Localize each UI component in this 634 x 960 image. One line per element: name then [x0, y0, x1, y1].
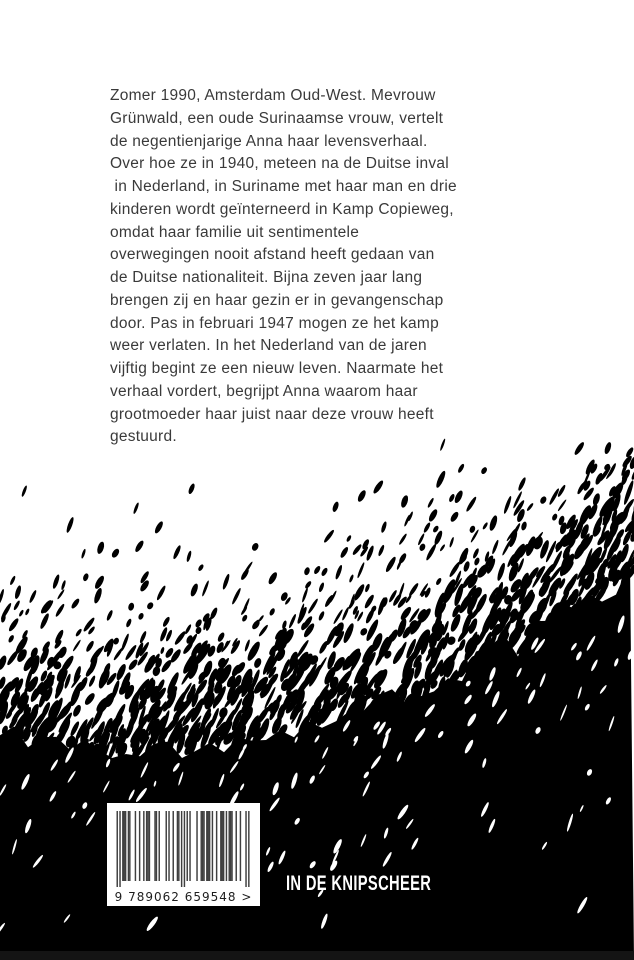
synopsis-line: vijftig begint ze een nieuw leven. Naarmate het [110, 360, 444, 377]
synopsis-line: kinderen wordt geïnterneerd in Kamp Copieweg, [110, 200, 454, 218]
synopsis-line: weer verlaten. In het Nederland van de jaren [110, 337, 427, 355]
synopsis-line: overwegingen nooit afstand heeft gedaan van [110, 246, 435, 264]
synopsis-line: de Duitse nationaliteit. Bijna zeven jaar lang [110, 269, 423, 286]
synopsis-line: Over hoe ze in 1940, meteen na de Duitse inval [110, 155, 449, 173]
synopsis-line: door. Pas in februari 1947 mogen ze het kamp [110, 314, 439, 332]
synopsis-line: de negentienjarige Anna haar levensverhaal. [110, 132, 428, 150]
synopsis [110, 85, 580, 449]
publisher-logo: IN DE KNIPSCHEER [286, 872, 432, 895]
synopsis-line: in Nederland, in Suriname met haar man en drie [110, 178, 457, 195]
synopsis-line: Grünwald, een oude Surinaamse vrouw, vertelt [110, 109, 444, 127]
synopsis-line: gestuurd. [110, 428, 177, 446]
synopsis-line: verhaal vordert, begrijpt Anna waarom haar [110, 382, 418, 400]
synopsis-line: brengen zij en haar gezin er in gevangenschap [110, 291, 444, 309]
synopsis-line: Zomer 1990, Amsterdam Oud-West. Mevrouw [110, 87, 436, 104]
synopsis-line: grootmoeder haar juist naar deze vrouw heeft [110, 405, 434, 423]
barcode [107, 803, 260, 906]
barcode-number: 9 789062 659548 > [114, 890, 253, 904]
synopsis-line: omdat haar familie uit sentimentele [110, 223, 360, 241]
